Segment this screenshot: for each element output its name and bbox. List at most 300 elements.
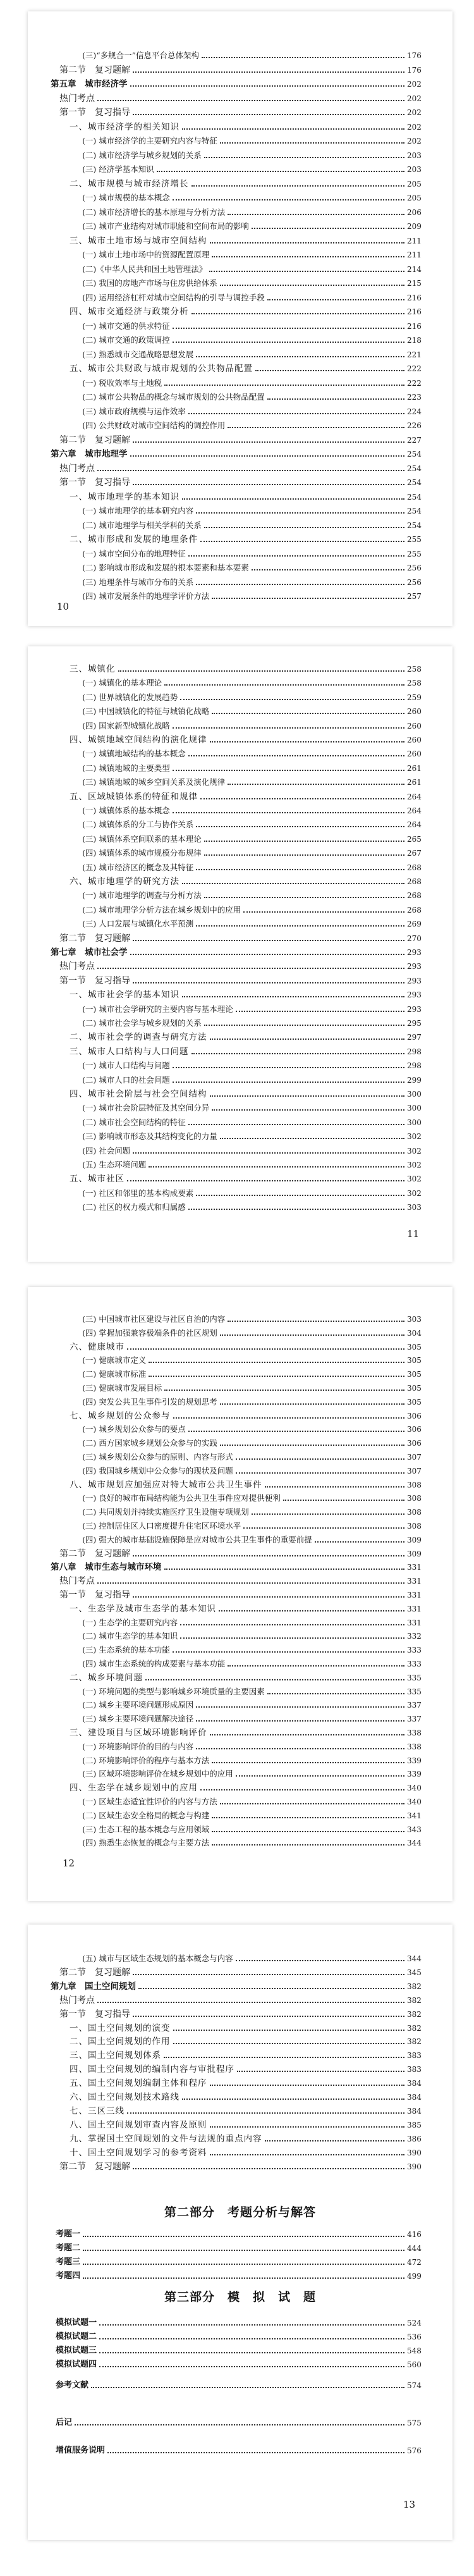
toc-entry[interactable] xyxy=(70,2063,421,2076)
dot-leader xyxy=(228,1321,404,1322)
toc-entry[interactable] xyxy=(70,1088,421,1100)
toc-entry[interactable] xyxy=(82,1313,421,1326)
toc-entry[interactable] xyxy=(82,1159,421,1171)
toc-entry-page: 264 xyxy=(407,820,422,830)
toc-entry-page: 331 xyxy=(407,1604,422,1613)
dot-leader xyxy=(210,741,405,743)
toc-entry-title: (五) 生态环境问题 xyxy=(82,1160,147,1169)
toc-entry[interactable] xyxy=(59,64,421,77)
toc-entry[interactable] xyxy=(59,434,421,447)
toc-entry[interactable] xyxy=(59,960,421,973)
toc-entry[interactable] xyxy=(82,1145,421,1157)
toc-entry-page: 254 xyxy=(407,478,422,487)
toc-entry[interactable] xyxy=(82,705,421,718)
toc-entry[interactable] xyxy=(59,1994,421,2007)
toc-entry[interactable] xyxy=(59,2160,421,2173)
dot-leader xyxy=(204,841,404,842)
toc-entry[interactable] xyxy=(70,2049,421,2062)
toc-entry[interactable] xyxy=(70,2091,421,2104)
toc-entry[interactable] xyxy=(82,1451,421,1464)
toc-entry-page: 390 xyxy=(407,2148,422,2157)
toc-entry[interactable] xyxy=(70,1727,421,1739)
toc-entry-title: 二、城市形成和发展的地理条件 xyxy=(70,534,198,545)
dot-leader xyxy=(212,1831,404,1832)
toc-entry[interactable] xyxy=(82,833,421,846)
dot-leader xyxy=(220,1334,404,1336)
toc-entry-page: 265 xyxy=(407,834,422,844)
toc-entry-title: 三、国土空间规划体系 xyxy=(70,2050,161,2061)
toc-entry[interactable] xyxy=(59,92,421,105)
dot-leader xyxy=(133,940,404,941)
toc-entry-title: (二) 城市经济增长的基本原理与分析方法 xyxy=(82,207,226,217)
toc-entry-page: 264 xyxy=(407,806,422,815)
dot-leader xyxy=(188,555,404,557)
toc-entry-page: 386 xyxy=(407,2134,422,2143)
dot-leader xyxy=(252,228,404,229)
toc-entry-page: 254 xyxy=(407,507,422,515)
toc-entry-page: 260 xyxy=(407,721,422,730)
toc-entry[interactable] xyxy=(59,462,421,475)
toc-entry[interactable] xyxy=(70,305,421,318)
toc-entry[interactable] xyxy=(82,1630,421,1642)
toc-entry[interactable] xyxy=(82,1187,421,1200)
toc-entry-page: 333 xyxy=(407,1646,422,1655)
toc-entry-title: (一) 城市规模的基本概念 xyxy=(82,193,170,202)
toc-entry-title: (三) 经济学基本知识 xyxy=(82,164,154,174)
toc-entry[interactable] xyxy=(82,135,421,147)
toc-entry-page: 293 xyxy=(407,990,422,1000)
toc-entry[interactable] xyxy=(56,2444,421,2457)
toc-entry-page: 524 xyxy=(407,2319,422,2327)
toc-entry-page: 309 xyxy=(407,1535,422,1544)
toc-entry[interactable] xyxy=(70,2022,421,2035)
dot-leader xyxy=(127,1348,404,1350)
dot-leader xyxy=(180,1624,404,1625)
toc-entry[interactable] xyxy=(56,2331,421,2343)
toc-entry[interactable] xyxy=(82,334,421,347)
toc-entry[interactable] xyxy=(82,1617,421,1629)
toc-entry-page: 300 xyxy=(407,1104,422,1113)
toc-entry[interactable] xyxy=(56,2242,421,2255)
toc-entry-page: 222 xyxy=(407,378,422,388)
toc-entry[interactable] xyxy=(82,149,421,162)
toc-entry[interactable] xyxy=(82,1201,421,1214)
toc-entry[interactable] xyxy=(82,548,421,560)
toc-entry-page: 332 xyxy=(407,1632,422,1641)
dot-leader xyxy=(267,1693,404,1694)
toc-entry-page: 261 xyxy=(407,778,422,787)
toc-entry[interactable] xyxy=(70,791,421,803)
toc-entry[interactable] xyxy=(59,476,421,489)
toc-entry[interactable] xyxy=(82,762,421,775)
toc-entry[interactable] xyxy=(56,2417,421,2429)
dot-leader xyxy=(228,1665,404,1667)
dot-leader xyxy=(228,784,404,785)
toc-entry-title: 考题一 xyxy=(56,2229,81,2239)
toc-entry[interactable] xyxy=(56,2379,421,2392)
toc-entry-page: 295 xyxy=(407,1019,422,1028)
toc-entry[interactable] xyxy=(82,818,421,831)
toc-entry[interactable] xyxy=(82,918,421,930)
toc-entry-title: 一、城市社会学的基本知识 xyxy=(70,990,179,1001)
toc-entry-title: 增值服务说明 xyxy=(56,2446,106,2455)
toc-entry-page: 264 xyxy=(407,792,422,801)
toc-page-12 xyxy=(28,1287,453,1901)
toc-entry-page: 254 xyxy=(407,464,422,473)
toc-entry[interactable] xyxy=(82,1116,421,1129)
toc-entry[interactable] xyxy=(70,1410,421,1422)
dot-leader xyxy=(200,1789,404,1790)
toc-entry[interactable] xyxy=(82,889,421,902)
toc-entry[interactable] xyxy=(82,804,421,817)
toc-entry[interactable] xyxy=(70,734,421,746)
dot-leader xyxy=(83,2236,404,2237)
toc-entry-page: 335 xyxy=(407,1687,422,1696)
toc-entry-title: 三、建设项目与区域环境影响评价 xyxy=(70,1728,207,1738)
toc-entry[interactable] xyxy=(56,2345,421,2357)
toc-entry-title: (三) 地理条件与城市分布的关系 xyxy=(82,577,194,587)
toc-entry[interactable] xyxy=(82,1506,421,1519)
toc-entry-page: 574 xyxy=(407,2381,422,2390)
toc-entry[interactable] xyxy=(70,2077,421,2090)
toc-entry[interactable] xyxy=(82,748,421,760)
toc-entry[interactable] xyxy=(51,448,421,460)
toc-entry[interactable] xyxy=(82,847,421,860)
toc-entry[interactable] xyxy=(82,1823,421,1836)
toc-entry-title: (二) 城市公共物品的概念与城市规划的公共物品配置 xyxy=(82,392,265,402)
toc-entry[interactable] xyxy=(56,2358,421,2371)
toc-entry[interactable] xyxy=(82,1354,421,1367)
toc-entry[interactable] xyxy=(56,2256,421,2269)
toc-entry[interactable] xyxy=(70,989,421,1001)
toc-entry-title: 第七章 城市社会学 xyxy=(51,947,128,958)
dot-leader xyxy=(212,1109,404,1111)
toc-entry[interactable] xyxy=(59,2008,421,2021)
toc-entry-page: 205 xyxy=(407,194,422,202)
toc-entry[interactable] xyxy=(82,562,421,574)
dot-leader xyxy=(196,356,404,357)
toc-entry[interactable] xyxy=(70,2105,421,2117)
dot-leader xyxy=(212,1762,404,1763)
dot-leader xyxy=(265,1486,405,1488)
dot-leader xyxy=(204,854,404,856)
toc-entry[interactable] xyxy=(82,1685,421,1698)
toc-entry[interactable] xyxy=(82,505,421,517)
toc-entry[interactable] xyxy=(82,1520,421,1532)
toc-entry-page: 211 xyxy=(407,250,422,259)
toc-entry-title: (三) 生态系统的基本功能 xyxy=(82,1645,170,1655)
toc-entry[interactable] xyxy=(82,1017,421,1030)
toc-entry[interactable] xyxy=(82,419,421,432)
toc-entry[interactable] xyxy=(82,1074,421,1087)
toc-entry-title: (一) 健康城市定义 xyxy=(82,1355,147,1365)
dot-leader xyxy=(133,2016,404,2017)
toc-entry-title: (一) 城市空间分布的地理特征 xyxy=(82,548,186,558)
toc-entry[interactable] xyxy=(59,1966,421,1979)
dot-leader xyxy=(164,1568,405,1570)
toc-entry-page: 384 xyxy=(407,2093,422,2102)
toc-entry[interactable] xyxy=(70,121,421,133)
toc-entry[interactable] xyxy=(70,533,421,546)
toc-entry[interactable] xyxy=(82,1423,421,1436)
dot-leader xyxy=(200,541,404,542)
toc-entry[interactable] xyxy=(56,2228,421,2241)
dot-leader xyxy=(173,328,404,329)
toc-entry-page: 339 xyxy=(407,1770,422,1779)
dot-leader xyxy=(133,484,404,485)
toc-entry[interactable] xyxy=(59,1548,421,1560)
toc-entry-title: (二) 社区的权力模式和归属感 xyxy=(82,1202,186,1212)
toc-entry[interactable] xyxy=(82,1658,421,1670)
dot-leader xyxy=(210,1038,405,1040)
toc-entry[interactable] xyxy=(82,1003,421,1016)
toc-entry[interactable] xyxy=(82,249,421,261)
toc-entry[interactable] xyxy=(70,875,421,888)
toc-entry[interactable] xyxy=(82,1368,421,1381)
toc-entry[interactable] xyxy=(70,1603,421,1615)
toc-entry[interactable] xyxy=(82,1465,421,1477)
dot-leader xyxy=(188,1209,404,1210)
toc-entry[interactable] xyxy=(51,78,421,90)
toc-entry[interactable] xyxy=(51,946,421,959)
dot-leader xyxy=(220,1403,404,1405)
toc-entry-title: (二) 西方国家城乡规划公众参与的实践 xyxy=(82,1438,217,1448)
toc-entry[interactable] xyxy=(82,1796,421,1808)
toc-entry[interactable] xyxy=(82,320,421,333)
toc-entry[interactable] xyxy=(70,2133,421,2145)
dot-leader xyxy=(127,1180,404,1181)
toc-entry-page: 268 xyxy=(407,905,422,915)
toc-entry[interactable] xyxy=(82,263,421,276)
toc-entry[interactable] xyxy=(82,1837,421,1849)
toc-entry-page: 258 xyxy=(407,665,422,674)
dot-leader xyxy=(138,1988,404,1989)
toc-entry[interactable] xyxy=(82,677,421,689)
dot-leader xyxy=(97,100,404,101)
toc-entry-title: (一) 城镇化的基本理论 xyxy=(82,678,162,688)
toc-entry-title: 四、城市社会阶层与社会空间结构 xyxy=(70,1089,207,1099)
toc-entry-title: (二)《中华人民共和国土地管理法》 xyxy=(82,264,207,274)
toc-entry[interactable] xyxy=(82,904,421,916)
toc-entry[interactable] xyxy=(82,1534,421,1546)
toc-entry[interactable] xyxy=(70,491,421,503)
toc-entry[interactable] xyxy=(82,776,421,789)
toc-entry-title: 四、国土空间规划的编制内容与审批程序 xyxy=(70,2064,234,2075)
dot-leader xyxy=(182,498,404,500)
toc-entry-title: 九、掌握国土空间规划的文件与法规的重点内容 xyxy=(70,2133,262,2144)
toc-entry[interactable] xyxy=(59,1589,421,1601)
dot-leader xyxy=(133,2168,404,2169)
toc-entry-page: 257 xyxy=(407,592,422,601)
toc-entry-page: 333 xyxy=(407,1660,422,1668)
toc-page-11 xyxy=(28,646,453,1262)
toc-entry[interactable] xyxy=(59,106,421,119)
toc-entry-title: (三) 城乡规划公众参与的原则、内容与形式 xyxy=(82,1452,233,1462)
dot-leader xyxy=(196,869,404,870)
toc-entry-title: (一) 城市土地市场中的资源配置原理 xyxy=(82,250,210,259)
dot-leader xyxy=(130,85,405,87)
toc-entry[interactable] xyxy=(59,932,421,945)
toc-entry[interactable] xyxy=(70,178,421,190)
toc-entry[interactable] xyxy=(82,1952,421,1965)
toc-entry[interactable] xyxy=(70,1782,421,1794)
toc-page-10 xyxy=(28,11,453,626)
dot-leader xyxy=(149,1166,404,1168)
toc-entry[interactable] xyxy=(70,2035,421,2048)
toc-entry-title: (三) 健康城市发展目标 xyxy=(82,1383,162,1393)
toc-entry-page: 331 xyxy=(407,1618,422,1627)
toc-entry-page: 307 xyxy=(407,1453,422,1462)
dot-leader xyxy=(145,1679,404,1680)
toc-entry[interactable] xyxy=(82,391,421,404)
dot-leader xyxy=(130,954,405,955)
toc-entry-title: (一) 城镇地域结构的基本概念 xyxy=(82,749,186,759)
toc-entry-page: 306 xyxy=(407,1411,422,1420)
dot-leader xyxy=(196,1748,404,1749)
toc-entry-title: (四) 强大的城市基础设施保障是应对城市公共卫生事件的重要前提 xyxy=(82,1534,312,1544)
toc-entry[interactable] xyxy=(82,1768,421,1780)
toc-entry-title: 后记 xyxy=(56,2418,73,2427)
toc-entry-page: 176 xyxy=(407,65,422,75)
toc-entry[interactable] xyxy=(51,1561,421,1574)
toc-entry[interactable] xyxy=(82,720,421,732)
toc-entry[interactable] xyxy=(82,49,421,62)
toc-entry[interactable] xyxy=(82,192,421,204)
toc-entry[interactable] xyxy=(70,1173,421,1185)
toc-entry[interactable] xyxy=(82,1327,421,1340)
toc-entry-page: 218 xyxy=(407,336,422,345)
toc-entry[interactable] xyxy=(82,377,421,390)
toc-entry-title: (三) 控制居住区人口密度提升住宅区环境水平 xyxy=(82,1521,241,1531)
toc-entry[interactable] xyxy=(82,1059,421,1072)
toc-entry-title: 第二节 复习题解 xyxy=(59,1967,130,1978)
toc-entry[interactable] xyxy=(82,1713,421,1725)
toc-entry[interactable] xyxy=(82,1809,421,1822)
toc-entry[interactable] xyxy=(82,590,421,603)
dot-leader xyxy=(204,527,404,528)
toc-entry-title: 三、城镇化 xyxy=(70,664,116,674)
dot-leader xyxy=(220,1445,404,1446)
toc-entry[interactable] xyxy=(82,576,421,589)
toc-entry[interactable] xyxy=(70,1031,421,1044)
toc-entry[interactable] xyxy=(70,663,421,675)
toc-entry[interactable] xyxy=(56,2317,421,2329)
toc-entry-title: (二) 城乡主要环境问题形成原因 xyxy=(82,1700,194,1710)
dot-leader xyxy=(75,2424,404,2425)
toc-entry[interactable] xyxy=(82,163,421,176)
toc-entry[interactable] xyxy=(70,1045,421,1058)
toc-entry-page: 331 xyxy=(407,1591,422,1599)
dot-leader xyxy=(237,2071,404,2072)
dot-leader xyxy=(252,1513,404,1515)
toc-entry-page: 308 xyxy=(407,1522,422,1531)
toc-entry-page: 269 xyxy=(407,920,422,929)
toc-entry-title: 第二节 复习题解 xyxy=(59,434,130,445)
dot-leader xyxy=(210,2126,405,2128)
toc-entry[interactable] xyxy=(82,1741,421,1753)
toc-entry-title: (三) 城市政府规模与运作效率 xyxy=(82,406,186,416)
toc-entry-title: (三) 生态工程的基本概念与应用领域 xyxy=(82,1824,210,1834)
toc-entry-title: 六、健康城市 xyxy=(70,1341,125,1352)
toc-entry-title: 热门考点 xyxy=(59,961,95,972)
dot-leader xyxy=(182,2098,404,2100)
dot-leader xyxy=(315,1541,404,1543)
toc-entry-page: 260 xyxy=(407,736,422,744)
toc-entry[interactable] xyxy=(70,2147,421,2159)
toc-entry[interactable] xyxy=(82,861,421,874)
toc-entry[interactable] xyxy=(82,1754,421,1767)
toc-entry-page: 382 xyxy=(407,2009,422,2019)
dot-leader xyxy=(220,285,404,286)
toc-entry[interactable] xyxy=(82,1437,421,1450)
toc-entry[interactable] xyxy=(82,277,421,290)
toc-entry[interactable] xyxy=(82,1396,421,1408)
toc-entry[interactable] xyxy=(82,1644,421,1656)
dot-leader xyxy=(210,1095,405,1097)
toc-entry[interactable] xyxy=(70,362,421,375)
toc-entry[interactable] xyxy=(82,519,421,532)
dot-leader xyxy=(265,2140,405,2142)
toc-entry[interactable] xyxy=(82,405,421,418)
toc-entry-title: 四、城镇地域空间结构的演化规律 xyxy=(70,735,207,745)
toc-entry[interactable] xyxy=(70,1672,421,1684)
toc-entry-title: 十、国土空间规划学习的参考资料 xyxy=(70,2147,207,2158)
toc-entry-page: 345 xyxy=(407,1968,422,1977)
toc-entry[interactable] xyxy=(56,2270,421,2283)
toc-entry[interactable] xyxy=(82,691,421,704)
toc-entry-title: (二) 城市经济学与城乡规划的关系 xyxy=(82,150,202,160)
toc-entry-title: 第一节 复习指导 xyxy=(59,2009,130,2019)
toc-entry[interactable] xyxy=(82,348,421,361)
toc-entry-title: (一) 社区和邻里的基本构成要素 xyxy=(82,1188,194,1198)
toc-entry-page: 416 xyxy=(407,2230,422,2239)
dot-leader xyxy=(188,1124,404,1125)
dot-leader xyxy=(236,1458,404,1460)
toc-entry[interactable] xyxy=(70,235,421,247)
toc-entry[interactable] xyxy=(70,2119,421,2131)
toc-entry-page: 338 xyxy=(407,1729,422,1737)
toc-entry-page: 268 xyxy=(407,863,422,872)
toc-entry-page: 305 xyxy=(407,1397,422,1407)
toc-entry-title: (四) 城市发展条件的地理学评价方法 xyxy=(82,591,210,601)
dot-leader xyxy=(191,313,405,314)
toc-entry[interactable] xyxy=(82,1699,421,1711)
toc-entry[interactable] xyxy=(59,975,421,987)
toc-entry[interactable] xyxy=(82,206,421,219)
toc-entry-title: (一) 区域生态适宜性评价的内容与方法 xyxy=(82,1797,217,1806)
toc-entry[interactable] xyxy=(82,220,421,233)
toc-entry[interactable] xyxy=(59,1575,421,1587)
toc-entry-page: 223 xyxy=(407,393,422,402)
toc-entry-title: (一) 生态学的主要研究内容 xyxy=(82,1617,178,1627)
toc-entry-page: 261 xyxy=(407,763,422,773)
toc-entry[interactable] xyxy=(82,1492,421,1505)
toc-entry-page: 576 xyxy=(407,2446,422,2455)
toc-entry[interactable] xyxy=(70,1479,421,1491)
toc-entry[interactable] xyxy=(70,1341,421,1353)
toc-entry-page: 384 xyxy=(407,2079,422,2088)
toc-entry-page: 293 xyxy=(407,962,422,971)
toc-entry[interactable] xyxy=(82,1130,421,1143)
toc-entry[interactable] xyxy=(51,1980,421,1993)
toc-entry[interactable] xyxy=(82,1102,421,1114)
toc-entry-title: (一) 城市地理学的基本研究内容 xyxy=(82,506,194,515)
toc-entry-page: 268 xyxy=(407,891,422,901)
dot-leader xyxy=(182,996,404,997)
dot-leader xyxy=(236,1960,404,1961)
toc-entry[interactable] xyxy=(82,292,421,304)
toc-entry[interactable] xyxy=(82,1382,421,1395)
